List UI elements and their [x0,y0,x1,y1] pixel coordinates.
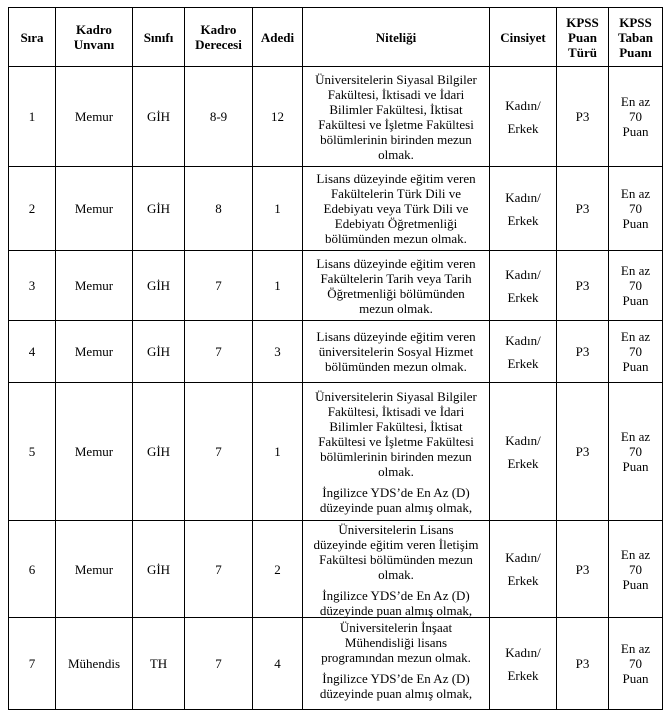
nitelik-line: Üniversitelerin Siyasal Bilgiler [315,71,477,87]
cell-cinsiyet-line: Kadın/ [505,266,541,282]
header-line: Kadro [76,22,112,37]
nitelik-line: olmak. [378,146,414,162]
nitelik-extra-line: İngilizce YDS’de En Az (D) [322,670,470,686]
cell-sinif: GİH [133,321,185,383]
nitelik-line: Lisans düzeyinde eğitim veren [316,255,476,271]
header-sinifi: Sınıfı [133,8,185,67]
cell-taban-line: Puan [622,459,649,474]
cell-adet: 3 [253,321,303,383]
cell-cinsiyet-line: Erkek [507,355,539,371]
cell-cinsiyet-line: Kadın/ [505,189,541,205]
nitelik-extra-line: İngilizce YDS’de En Az (D) [322,484,470,500]
cell-taban [609,67,663,167]
cell-puan-turu: P3 [557,251,609,321]
nitelik-paragraph [303,256,489,316]
cell-cinsiyet-line: Kadın/ [505,332,541,348]
cell-taban-line: En az [620,329,651,344]
cell-cinsiyet-line: Erkek [507,667,539,683]
cell-nitelik [303,383,490,521]
header-line: Taban [618,29,653,45]
cell-cinsiyet [490,321,557,383]
cell-taban [609,167,663,251]
cell-nitelik [303,167,490,251]
cell-puan-turu: P3 [557,618,609,710]
cell-sira: 1 [9,67,56,167]
cell-taban-line: 70 [629,561,642,577]
cell-sira: 7 [9,618,56,710]
nitelik-paragraph [303,171,489,246]
cell-taban-line: Puan [622,359,649,374]
cell-taban-line: En az [620,546,651,562]
cell-taban [609,521,663,618]
table-row [9,618,663,710]
nitelik-line: Üniversitelerin Siyasal Bilgiler [315,388,477,404]
header-line: Unvanı [73,37,115,52]
cell-taban-line: 70 [629,344,642,359]
cell-derece: 7 [185,251,253,321]
table-row [9,321,663,383]
cell-taban [609,618,663,710]
nitelik-extra-line: düzeyinde puan almış olmak, [319,602,473,617]
header-adedi: Adedi [253,8,303,67]
nitelik-language-requirement [303,671,489,701]
cell-sira: 2 [9,167,56,251]
cell-taban-line: En az [620,186,651,201]
cell-nitelik [303,521,490,618]
cell-unvan: Memur [56,521,133,618]
cell-taban-line: Puan [622,576,649,592]
nitelik-line: Bilimler Fakültesi, İktisat [329,101,463,117]
nitelik-paragraph [303,620,489,665]
header-cinsiyet: Cinsiyet [490,8,557,67]
cell-unvan: Memur [56,383,133,521]
cell-taban-line: 70 [629,278,642,293]
nitelik-language-requirement [303,485,489,515]
cell-unvan: Memur [56,251,133,321]
cell-puan-turu: P3 [557,521,609,618]
nitelik-line: olmak. [378,463,414,479]
nitelik-line: Mühendisliği lisans [344,634,448,650]
cell-adet: 2 [253,521,303,618]
nitelik-language-requirement [303,588,489,617]
cell-taban-line: En az [620,429,651,444]
cell-sira: 6 [9,521,56,618]
nitelik-line: programından mezun olmak. [321,649,471,665]
cell-derece: 7 [185,618,253,710]
nitelik-line: üniversitelerin Sosyal Hizmet [318,344,474,359]
nitelik-line: Fakültesi, İktisadi ve İdari [327,403,465,419]
nitelik-line: bölümünden mezun olmak. [325,359,467,374]
cell-taban-line: 70 [629,109,642,124]
nitelik-line: bölümünden mezun olmak. [325,231,467,246]
cell-puan-turu: P3 [557,383,609,521]
cell-cinsiyet [490,251,557,321]
cell-cinsiyet [490,67,557,167]
cell-derece: 8-9 [185,67,253,167]
cell-taban-line: En az [620,641,651,656]
cell-nitelik [303,67,490,167]
nitelik-line: düzeyinde eğitim veren İletişim [313,536,479,552]
header-niteligi: Niteliği [303,8,490,67]
cell-puan-turu: P3 [557,167,609,251]
cell-taban-line: En az [620,94,651,109]
nitelik-extra-line: düzeyinde puan almış olmak, [319,685,473,701]
positions-table [8,7,663,710]
cell-derece: 7 [185,321,253,383]
cell-cinsiyet-line: Kadın/ [505,432,541,448]
nitelik-paragraph [303,72,489,162]
cell-nitelik [303,251,490,321]
cell-unvan: Mühendis [56,618,133,710]
nitelik-line: Öğretmenliği bölümünden [327,285,465,301]
cell-cinsiyet-line: Kadın/ [505,550,541,565]
cell-cinsiyet [490,618,557,710]
nitelik-extra-line: düzeyinde puan almış olmak, [319,499,473,515]
nitelik-line: olmak. [378,566,414,582]
cell-cinsiyet-line: Kadın/ [505,644,541,660]
nitelik-line: Lisans düzeyinde eğitim veren [316,171,476,186]
cell-cinsiyet-line: Erkek [507,212,539,228]
cell-derece: 7 [185,383,253,521]
table-row [9,67,663,167]
cell-taban-line: 70 [629,444,642,459]
nitelik-line: Fakültelerin Türk Dili ve [330,186,462,201]
header-line: Puanı [619,44,652,60]
table-row [9,383,663,521]
header-kpss-taban-puani [609,8,663,67]
cell-derece: 7 [185,521,253,618]
table-row [9,251,663,321]
cell-cinsiyet-line: Erkek [507,120,539,136]
nitelik-text [303,620,489,708]
nitelik-text [303,256,489,316]
cell-taban-line: Puan [622,671,649,686]
nitelik-line: Fakültesi, İktisadi ve İdari [327,86,465,102]
nitelik-text [303,72,489,162]
nitelik-text [303,522,489,617]
header-kadro-derecesi [185,8,253,67]
cell-adet: 1 [253,383,303,521]
nitelik-line: Üniversitelerin İnşaat [339,619,453,635]
header-line: KPSS [619,14,652,30]
cell-taban-line: 70 [629,201,642,216]
cell-puan-turu: P3 [557,67,609,167]
header-kadro-unvani [56,8,133,67]
nitelik-line: Fakültesi ve İşletme Fakültesi [318,433,474,449]
nitelik-line: Edebiyatı veya Türk Dili ve [323,201,469,216]
cell-sira: 4 [9,321,56,383]
cell-cinsiyet-line: Kadın/ [505,97,541,113]
nitelik-line: Üniversitelerin Lisans [338,521,454,537]
cell-sinif: GİH [133,251,185,321]
table-row [9,167,663,251]
nitelik-text [303,171,489,246]
table-body [9,67,663,710]
cell-taban [609,383,663,521]
cell-sinif: GİH [133,67,185,167]
cell-sinif: GİH [133,521,185,618]
cell-taban-line: Puan [622,124,649,139]
cell-taban-line: 70 [629,656,642,671]
nitelik-line: Fakültelerin Tarih veya Tarih [320,270,472,286]
cell-sira: 3 [9,251,56,321]
cell-cinsiyet [490,167,557,251]
cell-adet: 4 [253,618,303,710]
cell-sinif: GİH [133,383,185,521]
cell-cinsiyet-line: Erkek [507,289,539,305]
header-line: Türü [568,44,597,60]
cell-cinsiyet [490,521,557,618]
cell-taban-line: Puan [622,293,649,308]
cell-taban [609,251,663,321]
nitelik-extra-line: İngilizce YDS’de En Az (D) [322,587,470,603]
cell-taban [609,321,663,383]
cell-cinsiyet-line: Erkek [507,455,539,471]
nitelik-line: Edebiyatı Öğretmenliği [334,216,458,231]
cell-adet: 12 [253,67,303,167]
nitelik-paragraph [303,522,489,582]
nitelik-paragraph [303,329,489,374]
nitelik-line: mezun olmak. [359,300,433,316]
header-line: Derecesi [195,37,242,52]
header-row [9,8,663,67]
nitelik-line: bölümlerinin birinden mezun [320,131,472,147]
cell-derece: 8 [185,167,253,251]
header-sira: Sıra [9,8,56,67]
cell-unvan: Memur [56,167,133,251]
header-kpss-puan-turu [557,8,609,67]
nitelik-paragraph [303,389,489,479]
nitelik-line: Fakültesi bölümünden mezun [319,551,473,567]
nitelik-line: bölümlerinin birinden mezun [320,448,472,464]
header-line: Puan [568,29,597,45]
cell-sinif: GİH [133,167,185,251]
cell-nitelik [303,618,490,710]
cell-sira: 5 [9,383,56,521]
nitelik-text [303,329,489,374]
cell-cinsiyet-line: Erkek [507,573,539,588]
cell-unvan: Memur [56,67,133,167]
cell-adet: 1 [253,167,303,251]
header-line: KPSS [566,14,599,30]
cell-sinif: TH [133,618,185,710]
table-row [9,521,663,618]
nitelik-line: Bilimler Fakültesi, İktisat [329,418,463,434]
cell-taban-line: En az [620,263,651,278]
cell-adet: 1 [253,251,303,321]
cell-puan-turu: P3 [557,321,609,383]
nitelik-line: Fakültesi ve İşletme Fakültesi [318,116,474,132]
cell-nitelik [303,321,490,383]
cell-unvan: Memur [56,321,133,383]
header-line: Kadro [200,22,237,37]
nitelik-text [303,389,489,515]
cell-cinsiyet [490,383,557,521]
cell-taban-line: Puan [622,216,649,231]
nitelik-line: Lisans düzeyinde eğitim veren [316,329,476,344]
